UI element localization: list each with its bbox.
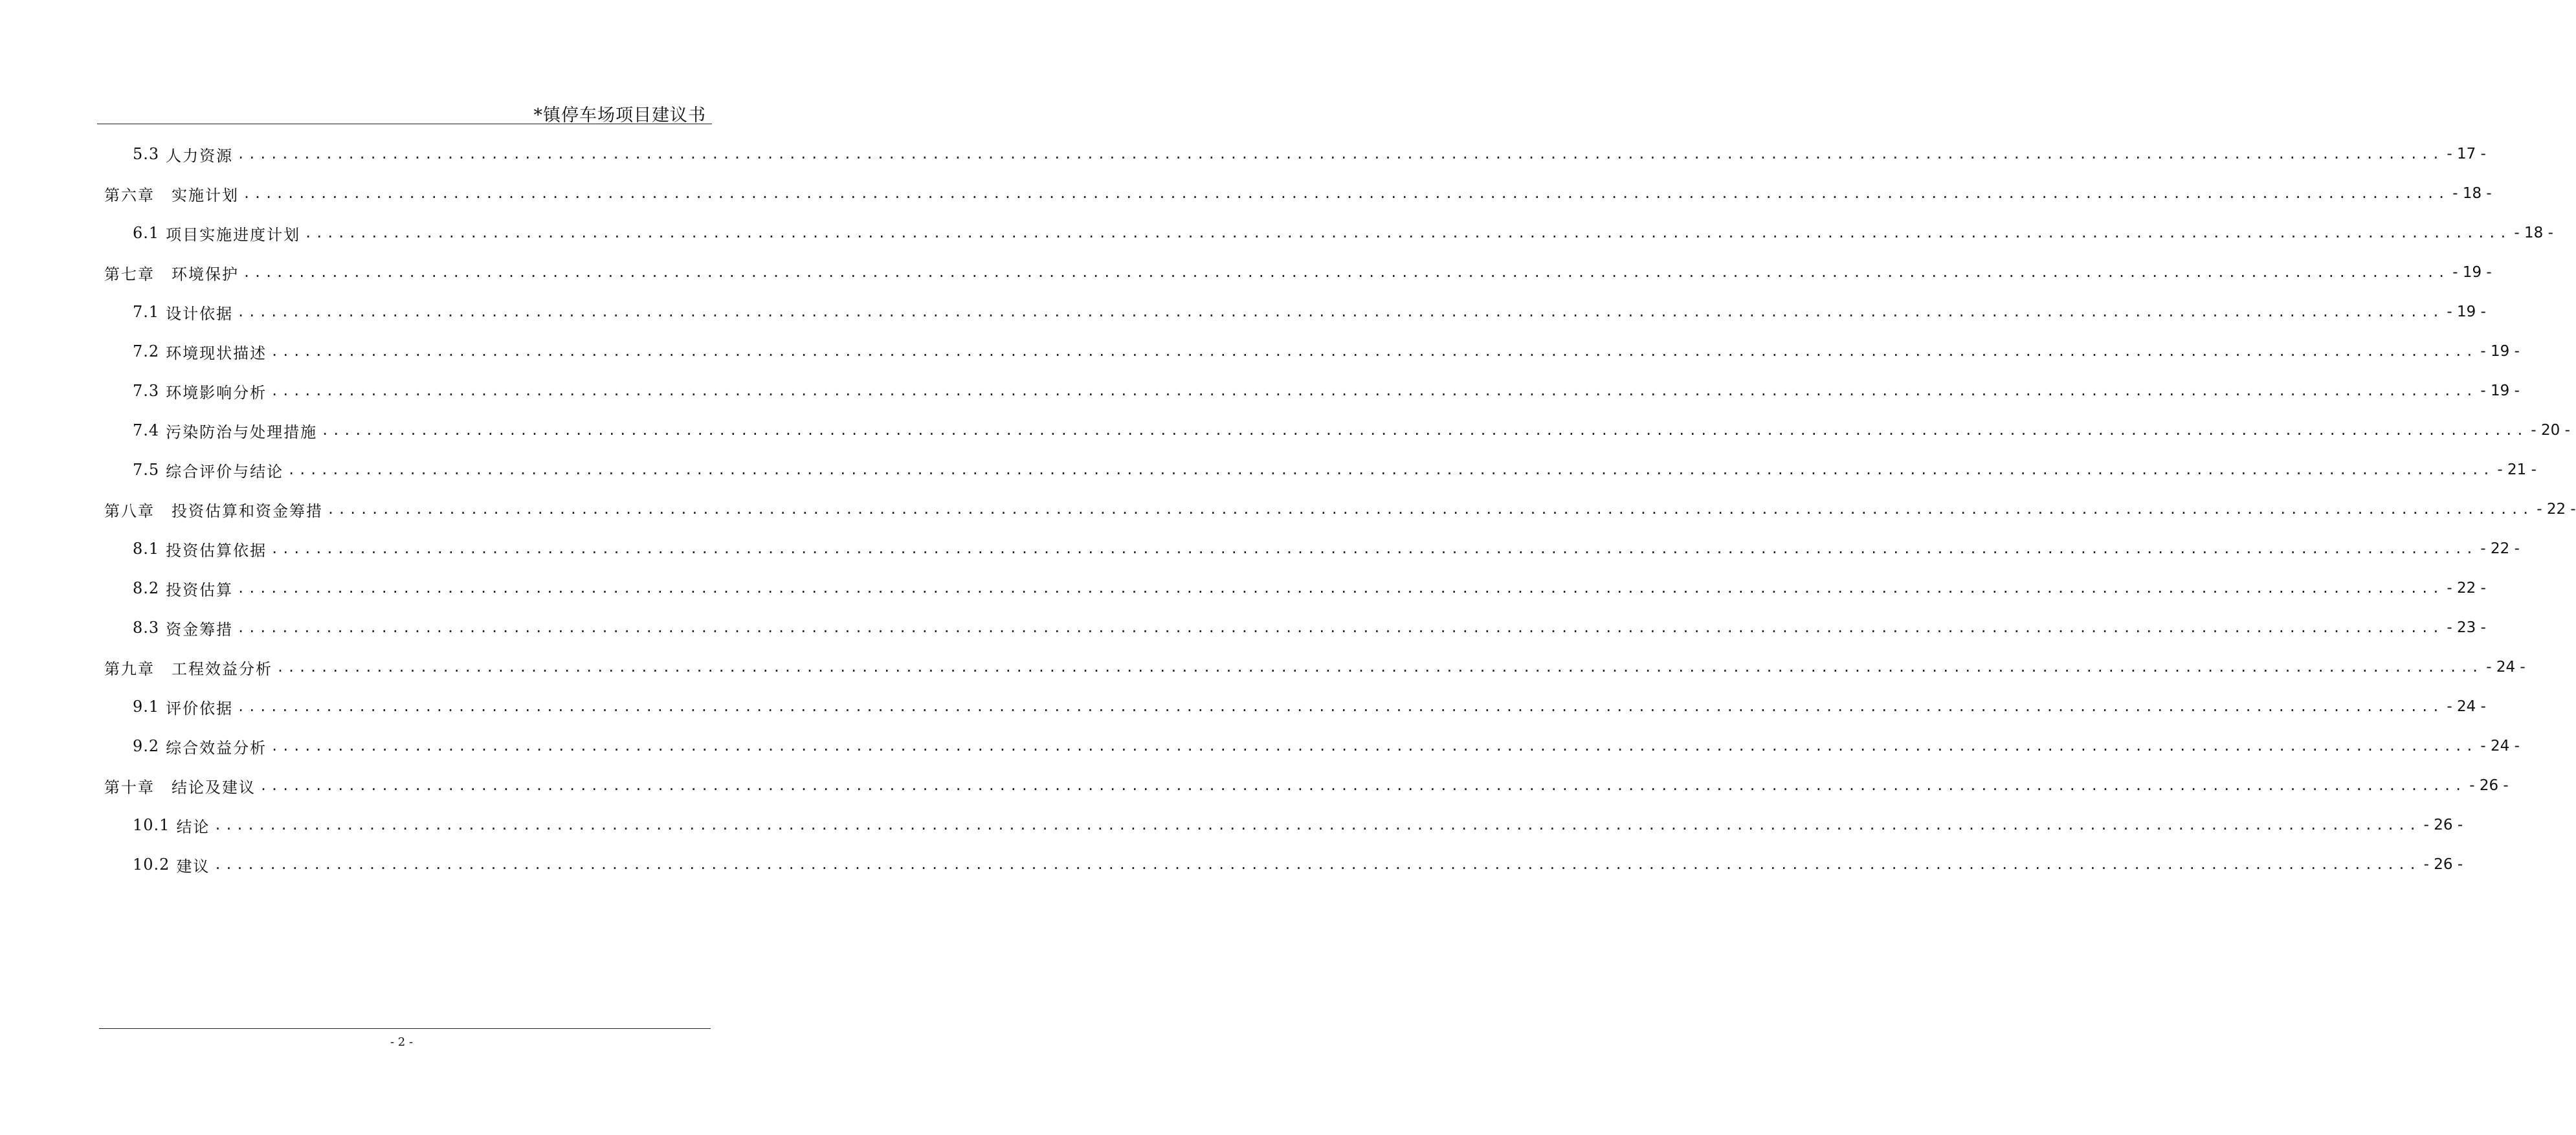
toc-entry-title: 结论: [176, 817, 210, 836]
toc-page-number: - 20 -: [2531, 422, 2570, 439]
toc-page-number: - 19 -: [2452, 264, 2492, 281]
toc-section-number: 7.2: [133, 342, 160, 360]
toc-entry-label: [133, 854, 210, 876]
toc-section-entry[interactable]: [133, 338, 2520, 364]
toc-dot-leader: ........................................................................................................................................................................................................: [214, 857, 2420, 872]
toc-entry-label: [104, 775, 256, 797]
toc-dot-leader: ........................................................................................................................................................................................................: [271, 383, 2477, 399]
toc-entry-title: 投资估算和资金筹措: [172, 501, 323, 520]
footer-divider: [99, 1028, 711, 1029]
toc-section-entry[interactable]: [133, 694, 2486, 720]
toc-page-number: - 24 -: [2447, 698, 2486, 715]
toc-page-number: - 24 -: [2480, 738, 2520, 755]
toc-section-number: 8.3: [133, 619, 160, 637]
toc-dot-leader: ........................................................................................................................................................................................................: [287, 462, 2494, 478]
toc-page-number: - 24 -: [2486, 659, 2526, 676]
toc-dot-leader: ........................................................................................................................................................................................................: [260, 778, 2466, 793]
toc-entry-label: [133, 735, 267, 758]
toc-entry-label: [104, 261, 239, 284]
toc-entry-title: 资金筹措: [166, 620, 234, 639]
toc-dot-leader: ........................................................................................................................................................................................................: [237, 699, 2443, 714]
toc-entry-title: 实施计划: [172, 186, 239, 204]
toc-chapter-number: 第六章: [104, 186, 155, 204]
toc-entry-label: [133, 577, 233, 600]
toc-dot-leader: ........................................................................................................................................................................................................: [271, 344, 2477, 359]
toc-entry-label: [104, 656, 272, 679]
toc-entry-label: [133, 814, 210, 837]
toc-section-number: 9.1: [133, 698, 160, 716]
toc-section-number: 7.4: [133, 421, 160, 439]
toc-chapter-number: 第十章: [104, 778, 155, 797]
toc-entry-title: 综合评价与结论: [166, 462, 284, 481]
toc-section-number: 5.3: [133, 145, 160, 163]
toc-dot-leader: ........................................................................................................................................................................................................: [304, 225, 2511, 241]
toc-section-entry[interactable]: [133, 536, 2520, 562]
toc-entry-title: 工程效益分析: [172, 659, 272, 678]
toc-dot-leader: ........................................................................................................................................................................................................: [237, 304, 2443, 320]
toc-dot-leader: ........................................................................................................................................................................................................: [271, 541, 2477, 556]
toc-page-number: - 23 -: [2447, 619, 2486, 636]
toc-entry-title: 设计依据: [166, 304, 234, 323]
toc-section-entry[interactable]: [133, 378, 2520, 404]
toc-dot-leader: ........................................................................................................................................................................................................: [321, 423, 2527, 438]
toc-chapter-entry[interactable]: [104, 773, 2509, 799]
toc-page-number: - 18 -: [2452, 185, 2492, 202]
toc-page-number: - 22 -: [2537, 501, 2576, 518]
toc-entry-title: 综合效益分析: [166, 738, 267, 757]
toc-dot-leader: ........................................................................................................................................................................................................: [243, 265, 2449, 280]
toc-page-number: - 17 -: [2447, 146, 2486, 162]
toc-entry-label: [104, 182, 239, 205]
toc-section-entry[interactable]: [133, 220, 2553, 246]
toc-section-number: 7.5: [133, 461, 160, 479]
toc-entry-label: [133, 419, 317, 442]
toc-section-entry[interactable]: [133, 417, 2570, 443]
toc-entry-label: [133, 143, 233, 166]
toc-entry-title: 环境保护: [172, 265, 239, 283]
toc-entry-title: 投资估算依据: [166, 541, 267, 560]
toc-dot-leader: ........................................................................................................................................................................................................: [243, 186, 2449, 201]
toc-page-number: - 22 -: [2447, 580, 2486, 597]
toc-page-number: - 19 -: [2447, 303, 2486, 320]
toc-entry-title: 污染防治与处理措施: [166, 423, 318, 441]
toc-entry-title: 环境影响分析: [166, 383, 267, 402]
toc-section-number: 7.1: [133, 303, 160, 321]
toc-dot-leader: ........................................................................................................................................................................................................: [214, 817, 2420, 833]
toc-page-number: - 26 -: [2423, 856, 2463, 873]
toc-entry-title: 结论及建议: [172, 778, 256, 797]
toc-dot-leader: ........................................................................................................................................................................................................: [237, 580, 2443, 596]
toc-section-number: 6.1: [133, 224, 160, 242]
toc-section-number: 9.2: [133, 737, 160, 755]
toc-entry-label: [133, 617, 233, 639]
toc-section-number: 10.2: [133, 855, 170, 874]
toc-entry-label: [104, 498, 323, 521]
document-header-title: *镇停车场项目建议书: [533, 105, 706, 126]
toc-entry-label: [133, 340, 267, 363]
toc-page-number: - 18 -: [2514, 225, 2553, 241]
toc-entry-label: [133, 538, 267, 560]
toc-page-number: - 26 -: [2469, 777, 2509, 794]
toc-section-entry[interactable]: [133, 457, 2537, 483]
toc-entry-label: [133, 380, 267, 402]
toc-entry-title: 项目实施进度计划: [166, 225, 301, 244]
toc-entry-label: [133, 222, 300, 245]
toc-page-number: - 19 -: [2480, 382, 2520, 399]
toc-page-number: - 19 -: [2480, 343, 2520, 360]
toc-entry-label: [133, 696, 233, 718]
toc-section-entry[interactable]: [133, 575, 2486, 601]
toc-chapter-entry[interactable]: [104, 181, 2492, 206]
toc-section-number: 8.1: [133, 540, 160, 558]
toc-section-number: 8.2: [133, 579, 160, 597]
toc-entry-title: 人力资源: [166, 146, 234, 165]
toc-page-number: - 26 -: [2423, 817, 2463, 833]
toc-entry-label: [133, 459, 283, 481]
toc-chapter-number: 第九章: [104, 659, 155, 678]
toc-section-entry[interactable]: [133, 852, 2463, 877]
toc-section-number: 10.1: [133, 816, 170, 834]
toc-chapter-entry[interactable]: [104, 654, 2526, 680]
toc-section-entry[interactable]: [133, 141, 2486, 167]
toc-entry-title: 投资估算: [166, 580, 234, 599]
toc-dot-leader: ........................................................................................................................................................................................................: [237, 146, 2443, 162]
toc-entry-title: 环境现状描述: [166, 344, 267, 362]
toc-chapter-entry[interactable]: [104, 259, 2492, 285]
page-number: - 2 -: [390, 1035, 414, 1049]
toc-entry-label: [133, 301, 233, 324]
toc-chapter-number: 第七章: [104, 265, 155, 283]
toc-chapter-number: 第八章: [104, 501, 155, 520]
toc-dot-leader: ........................................................................................................................................................................................................: [271, 738, 2477, 754]
toc-section-entry[interactable]: [133, 299, 2486, 325]
toc-dot-leader: ........................................................................................................................................................................................................: [327, 501, 2533, 517]
toc-page-number: - 21 -: [2497, 461, 2537, 478]
toc-entry-title: 评价依据: [166, 699, 234, 718]
toc-dot-leader: ........................................................................................................................................................................................................: [237, 620, 2443, 635]
toc-dot-leader: ........................................................................................................................................................................................................: [276, 659, 2483, 675]
toc-section-entry[interactable]: [133, 733, 2520, 759]
toc-entry-title: 建议: [176, 857, 210, 876]
toc-section-number: 7.3: [133, 382, 160, 400]
toc-page-number: - 22 -: [2480, 540, 2520, 557]
toc-section-entry[interactable]: [133, 812, 2463, 838]
toc-chapter-entry[interactable]: [104, 496, 2576, 522]
toc-section-entry[interactable]: [133, 615, 2486, 641]
